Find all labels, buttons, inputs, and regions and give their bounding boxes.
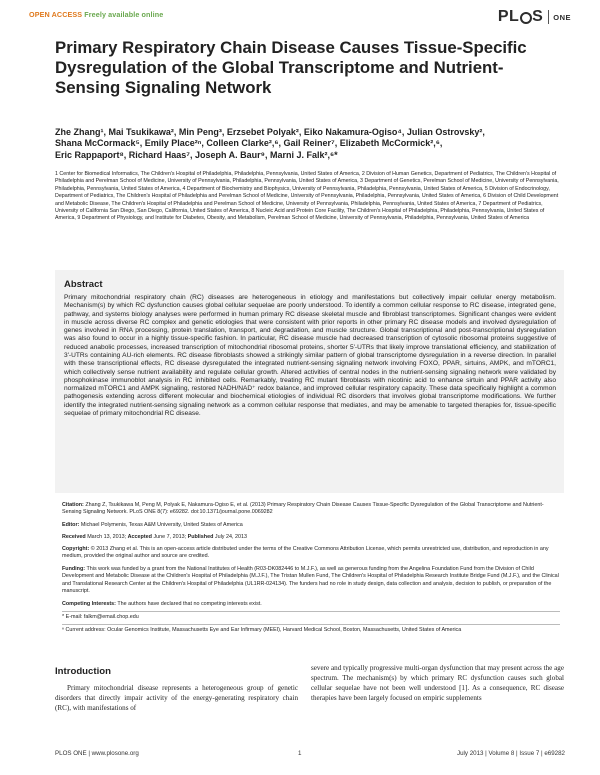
published-date: July 24, 2013 — [214, 534, 247, 540]
editor — [62, 522, 560, 529]
footer-issue: July 2013 | Volume 8 | Issue 7 | e69282 — [456, 750, 565, 757]
freely-available-label: Freely available online — [84, 10, 164, 19]
access-label: ACCESS — [51, 10, 83, 19]
funding-label: Funding: — [62, 566, 86, 572]
meta-divider-2 — [62, 624, 560, 625]
competing-label: Competing Interests: — [62, 601, 116, 607]
footer-page-number: 1 — [298, 750, 302, 757]
funding — [62, 566, 560, 596]
plos-one-logo — [498, 8, 571, 26]
received-label: Received — [62, 534, 86, 540]
affiliations: 1 Center for Biomedical Informatics, The Children's Hospital of Philadelphia, Philadelphia, Pennsylvania, United States of America, 2 Division of Human Genetics, Department of Pediatrics, The Children's Hospital of Philadelphia and Perelman School of Medicine, University of Pennsylvania, Philadelphia, Pennsylvania, United States of America, 3 Department of Genetics, Perelman School of Medicine, University of Pennsylvania, Philadelphia, Pennsylvania, United States of America, 4 Department of Biochemistry and Biophysics, University of Pennsylvania, Philadelphia, Pennsylvania, United States of America, 5 Division of Endocrinology, Department of Pediatrics, The Children's Hospital of Philadelphia and Perelman School of Medicine, University of Pennsylvania, Philadelphia, Pennsylvania, United States of America, 6 Division of Child Development and Metabolic Disease, The Children's Hospital of Philadelphia and Perelman School of Medicine, University of Pennsylvania, Philadelphia, Pennsylvania, United States of America, 7 Department of Pediatrics, University of California San Diego, San Diego, California, United States of America, 8 Nucleic Acid and Protein Core Facility, The Children's Hospital of Philadelphia, Philadelphia, Pennsylvania, United States of America, 9 Department of Physiology, and Institute for Diabetes, Obesity, and Metabolism, Perelman School of Medicine, University of Pennsylvania, Philadelphia, Pennsylvania, United States of America — [55, 171, 559, 222]
current-address: ⁿ Current address: Ocular Genomics Institute, Massachusetts Eye and Ear Infirmary (MEEI), Harvard Medical School, Boston, Massachusetts, United States of America — [62, 627, 462, 633]
author-line-1: Zhe Zhang¹, Mai Tsukikawa², Min Peng³, Erzsebet Polyak², Eiko Nakamura-Ogiso⁴, Julian Ostrovsky², — [55, 127, 485, 137]
author-list — [55, 127, 560, 161]
editor-text: Michael Polymenis, Texas A&M University, United States of America — [80, 522, 243, 528]
email: * E-mail: falkm@email.chop.edu — [62, 614, 139, 620]
copyright-text: © 2013 Zhang et al. This is an open-access article distributed under the terms of the Creative Commons Attribution License, which permits unrestricted use, distribution, and reproduction in any medium, provided the original author and source are credited. — [62, 546, 549, 560]
open-label: OPEN — [29, 10, 50, 19]
accepted-label: Accepted — [127, 534, 152, 540]
logo-one: ONE — [553, 12, 571, 22]
author-line-3: Eric Rappaport⁸, Richard Haas⁷, Joseph A. Baur⁹, Marni J. Falk²,⁶* — [55, 149, 338, 160]
author-line-2: Shana McCormack⁵, Emily Place²ⁿ, Colleen Clarke²,⁶, Gail Reiner⁷, Elizabeth McCormick²,⁶, — [55, 138, 443, 149]
abstract-box — [55, 270, 564, 493]
logo-prefix: PL — [497, 8, 520, 25]
competing-interests — [62, 601, 560, 608]
accepted-date: June 7, 2013; — [153, 534, 187, 540]
published-label: Published — [187, 534, 214, 540]
citation — [62, 502, 560, 517]
citation-label: Citation: — [62, 502, 84, 508]
copyright — [62, 546, 560, 561]
logo-divider — [548, 10, 549, 24]
article-title: Primary Respiratory Chain Disease Causes Tissue-Specific Dysregulation of the Global Transcriptome and Nutrient-Sensing Signaling Network — [55, 38, 527, 97]
abstract-text: Primary mitochondrial respiratory chain (RC) diseases are heterogeneous in etiology and manifestations but collectively impair cellular energy metabolism. Mechanism(s) by which RC dysfunction causes global cellular sequelae are poorly understood. To identify a common cellular response to RC disease, integrated gene, pathway, and systems biology analyses were performed in human primary RC disease skeletal muscle and fibroblast transcriptomes. Significant changes were evident in muscle across diverse RC complex and genetic etiologies that were consistent with prior reports in other primary RC disease models and involved dysregulation of genes involved in RNA processing, protein translation, transport, and degradation, and muscle structure. Global transcriptional and post-transcriptional dysregulation was also found to occur in a highly tissue-specific fashion. In particular, RC disease muscle had decreased transcription of cytosolic ribosomal proteins suggestive of reduced anabolic processes, increased transcription of mitochondrial ribosomal proteins, shorter 5'-UTRs that likely improve translational efficiency, and stabilization of 3'-UTRs containing AU-rich elements. RC disease fibroblasts showed a strikingly similar pattern of global transcriptome dysregulation in a reverse direction. In parallel with these transcriptional effects, RC disease dysregulated the integrated nutrient-sensing signaling network involving FOXO, PPAR, sirtuins, AMPK, and mTORC1, which collectively sense nutrient availability and regulate cellular growth. Altered activities of central nodes in the nutrient-sensing signaling network were validated by phosphokinase immunoblot analysis in RC inhibited cells. Remarkably, treating RC mutant fibroblasts with nicotinic acid to enhance sirtuin and PPAR activity also normalized mTORC1 and AMPK signaling, restored NADH/NAD⁺ redox balance, and improved cellular respiratory capacity. These data specifically highlight a common pathogenesis extending across different molecular and biochemical etiologies of individual RC disorders that involves global transcriptome modifications. We further identify the integrated nutrient-sensing signaling network as a common cellular response that mediates, and may be amenable to targeted therapies for, tissue-specific sequelae of primary mitochondrial RC disease. — [64, 294, 556, 417]
introduction-heading: Introduction — [55, 666, 111, 677]
introduction-right-column: severe and typically progressive multi-organ dysfunction that may present across the age spectrum. The mechanism(s) by which primary RC dysfunction causes such global cellular sequelae have not been well understood [1]. As a consequence, RC disease therapies have been largely focused on empiric supplements — [311, 664, 564, 703]
meta-divider-1 — [62, 611, 560, 612]
logo-o-icon — [520, 12, 532, 24]
open-access-badge — [29, 10, 163, 19]
dates — [62, 534, 560, 541]
abstract-heading: Abstract — [64, 279, 103, 290]
introduction-left-column: Primary mitochondrial disease represents a heterogeneous group of genetic disorders that directly impair activity of the energy-generating respiratory chain (RC), with manifestations of — [55, 684, 298, 713]
page-header — [29, 8, 571, 30]
received-date: March 13, 2013; — [87, 534, 127, 540]
citation-text: Zhang Z, Tsukikawa M, Peng M, Polyak E, Nakamura-Ogiso E, et al. (2013) Primary Respiratory Chain Disease Causes Tissue-Specific Dysregulation of the Global Transcriptome and Nutrient-Sensing Signaling Network. PLoS ONE 8(7): e69282. doi:10.1371/journal.pone.0069282 — [62, 502, 544, 516]
competing-text: The authors have declared that no competing interests exist. — [117, 601, 262, 607]
copyright-label: Copyright: — [62, 546, 90, 552]
editor-label: Editor: — [62, 522, 80, 528]
funding-text: This work was funded by a grant from the National Institutes of Health (R03-DK082446 to M.J.F.), as well as generous funding from the Angelina Foundation Fund from the Division of Child Development and Metabolic Disease at the Children's Hospital of Philadelphia (M.J.F.), The Tristan Mullen Fund, The Children's Hospital of Philadelphia Research Institute Bridge Fund (M.J.F.), and the Clinical and Translational Research Center at the Children's Hospital of Philadelphia (UL1RR-024134). The funders had no role in study design, data collection and analysis, decision to publish, or preparation of the manuscript. — [62, 566, 559, 595]
logo-suffix: S — [532, 8, 544, 25]
footer-journal: PLOS ONE | www.plosone.org — [55, 750, 139, 757]
